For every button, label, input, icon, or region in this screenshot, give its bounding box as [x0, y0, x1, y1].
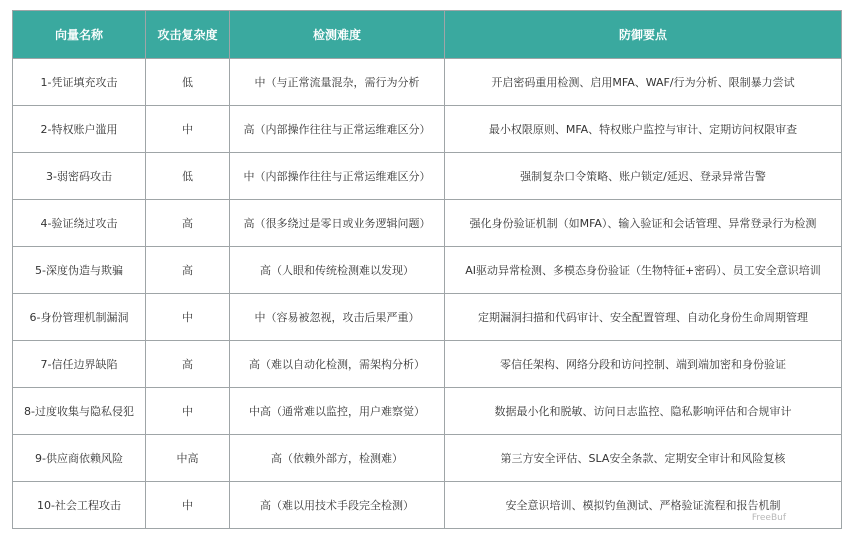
cell-vector-name: 10-社会工程攻击	[13, 482, 146, 529]
watermark: FreeBuf	[751, 513, 786, 523]
cell-defense-points: 强制复杂口令策略、账户锁定/延迟、登录异常告警	[445, 153, 842, 200]
attack-vector-table	[12, 10, 842, 529]
cell-vector-name: 9-供应商依赖风险	[13, 435, 146, 482]
cell-defense-points: 开启密码重用检测、启用MFA、WAF/行为分析、限制暴力尝试	[445, 59, 842, 106]
cell-defense-points: 安全意识培训、模拟钓鱼测试、严格验证流程和报告机制	[445, 482, 842, 529]
cell-detection-difficulty: 中高（通常难以监控，用户难察觉）	[230, 388, 445, 435]
cell-defense-points: 最小权限原则、MFA、特权账户监控与审计、定期访问权限审查	[445, 106, 842, 153]
cell-attack-complexity: 中	[146, 388, 230, 435]
table-row	[13, 435, 842, 482]
table-row	[13, 59, 842, 106]
cell-attack-complexity: 低	[146, 59, 230, 106]
cell-detection-difficulty: 高（难以用技术手段完全检测）	[230, 482, 445, 529]
cell-vector-name: 6-身份管理机制漏洞	[13, 294, 146, 341]
cell-detection-difficulty: 高（人眼和传统检测难以发现）	[230, 247, 445, 294]
comparison-table-container	[12, 10, 841, 529]
cell-defense-points: 零信任架构、网络分段和访问控制、端到端加密和身份验证	[445, 341, 842, 388]
cell-detection-difficulty: 高（难以自动化检测，需架构分析）	[230, 341, 445, 388]
cell-defense-points: 强化身份验证机制（如MFA）、输入验证和会话管理、异常登录行为检测	[445, 200, 842, 247]
cell-attack-complexity: 中	[146, 106, 230, 153]
cell-detection-difficulty: 中（内部操作往往与正常运维难区分）	[230, 153, 445, 200]
cell-attack-complexity: 中高	[146, 435, 230, 482]
cell-attack-complexity: 中	[146, 294, 230, 341]
cell-vector-name: 7-信任边界缺陷	[13, 341, 146, 388]
table-row	[13, 247, 842, 294]
header-detection-difficulty: 检测难度	[230, 11, 445, 59]
table-row	[13, 200, 842, 247]
table-row	[13, 106, 842, 153]
cell-detection-difficulty: 中（容易被忽视，攻击后果严重）	[230, 294, 445, 341]
table-row	[13, 153, 842, 200]
cell-attack-complexity: 中	[146, 482, 230, 529]
header-vector-name: 向量名称	[13, 11, 146, 59]
cell-attack-complexity: 高	[146, 247, 230, 294]
cell-detection-difficulty: 高（依赖外部方，检测难）	[230, 435, 445, 482]
cell-vector-name: 5-深度伪造与欺骗	[13, 247, 146, 294]
cell-attack-complexity: 低	[146, 153, 230, 200]
cell-defense-points: 数据最小化和脱敏、访问日志监控、隐私影响评估和合规审计	[445, 388, 842, 435]
header-defense-points: 防御要点	[445, 11, 842, 59]
cell-vector-name: 8-过度收集与隐私侵犯	[13, 388, 146, 435]
cell-detection-difficulty: 中（与正常流量混杂，需行为分析	[230, 59, 445, 106]
cell-vector-name: 3-弱密码攻击	[13, 153, 146, 200]
cell-detection-difficulty: 高（内部操作往往与正常运维难区分）	[230, 106, 445, 153]
table-header-row	[13, 11, 842, 59]
cell-defense-points: 定期漏洞扫描和代码审计、安全配置管理、自动化身份生命周期管理	[445, 294, 842, 341]
cell-vector-name: 1-凭证填充攻击	[13, 59, 146, 106]
cell-detection-difficulty: 高（很多绕过是零日或业务逻辑问题）	[230, 200, 445, 247]
cell-attack-complexity: 高	[146, 200, 230, 247]
cell-attack-complexity: 高	[146, 341, 230, 388]
table-row	[13, 482, 842, 529]
table-row	[13, 341, 842, 388]
cell-vector-name: 2-特权账户滥用	[13, 106, 146, 153]
table-row	[13, 388, 842, 435]
header-attack-complexity: 攻击复杂度	[146, 11, 230, 59]
cell-defense-points: 第三方安全评估、SLA安全条款、定期安全审计和风险复核	[445, 435, 842, 482]
table-row	[13, 294, 842, 341]
cell-vector-name: 4-验证绕过攻击	[13, 200, 146, 247]
cell-defense-points: AI驱动异常检测、多模态身份验证（生物特征+密码）、员工安全意识培训	[445, 247, 842, 294]
